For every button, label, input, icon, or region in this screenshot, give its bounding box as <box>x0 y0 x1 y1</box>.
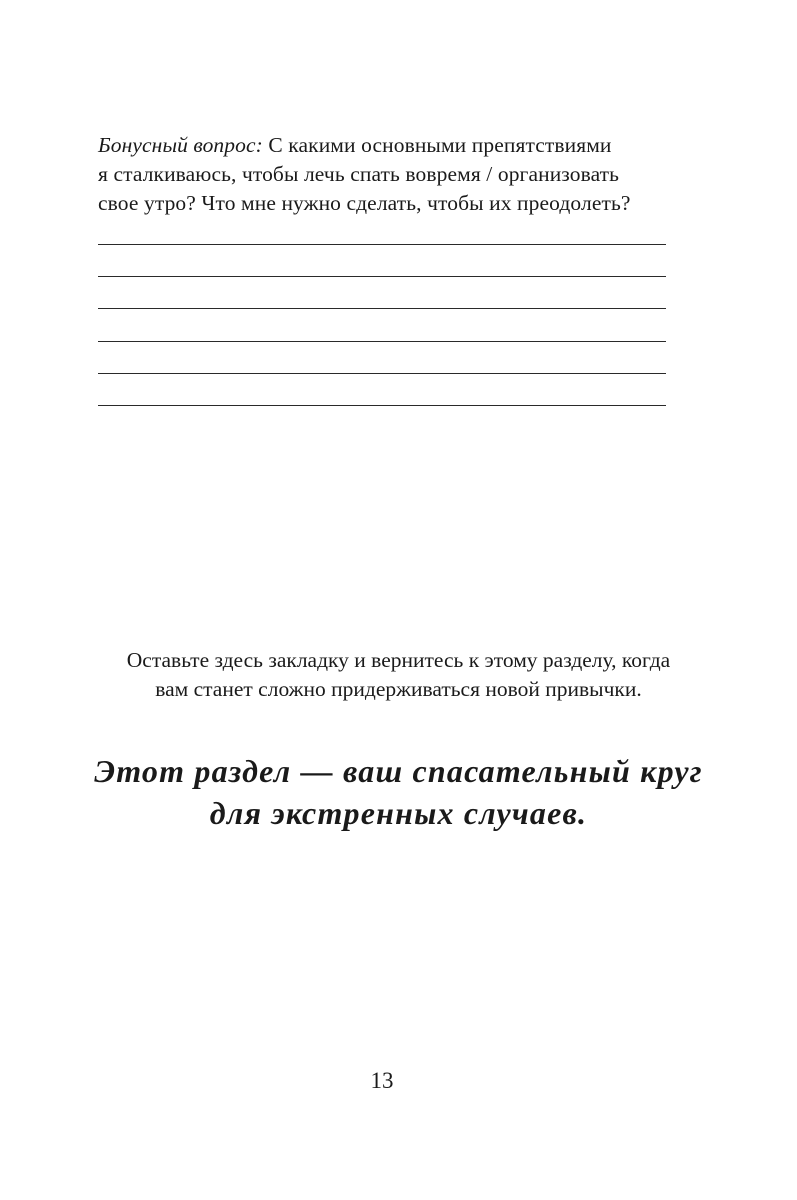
note-line-2: вам станет сложно придерживаться новой привычки. <box>155 677 642 701</box>
bonus-question <box>98 131 678 218</box>
motto-line-1: Этот раздел — ваш спасательный круг <box>94 753 703 789</box>
section-motto <box>0 750 797 834</box>
answer-line <box>98 405 666 406</box>
answer-line <box>98 373 666 374</box>
motto-line-2: для экстренных случаев. <box>209 795 588 831</box>
answer-line <box>98 308 666 309</box>
answer-line <box>98 276 666 277</box>
bonus-question-label: Бонусный вопрос: <box>98 133 263 157</box>
note-line-1: Оставьте здесь закладку и вернитесь к этому разделу, когда <box>126 648 671 672</box>
answer-line <box>98 341 666 342</box>
answer-lines <box>98 244 666 437</box>
bookmark-note <box>0 646 797 704</box>
question-line-2: я сталкиваюсь, чтобы лечь спать вовремя / организовать <box>98 162 620 186</box>
page-number: 13 <box>370 1068 394 1093</box>
question-line-3: свое утро? Что мне нужно сделать, чтобы их преодолеть? <box>98 191 631 215</box>
question-line-1 <box>98 131 678 160</box>
question-text-1: С какими основными препятствиями <box>268 133 612 157</box>
answer-line <box>98 244 666 245</box>
